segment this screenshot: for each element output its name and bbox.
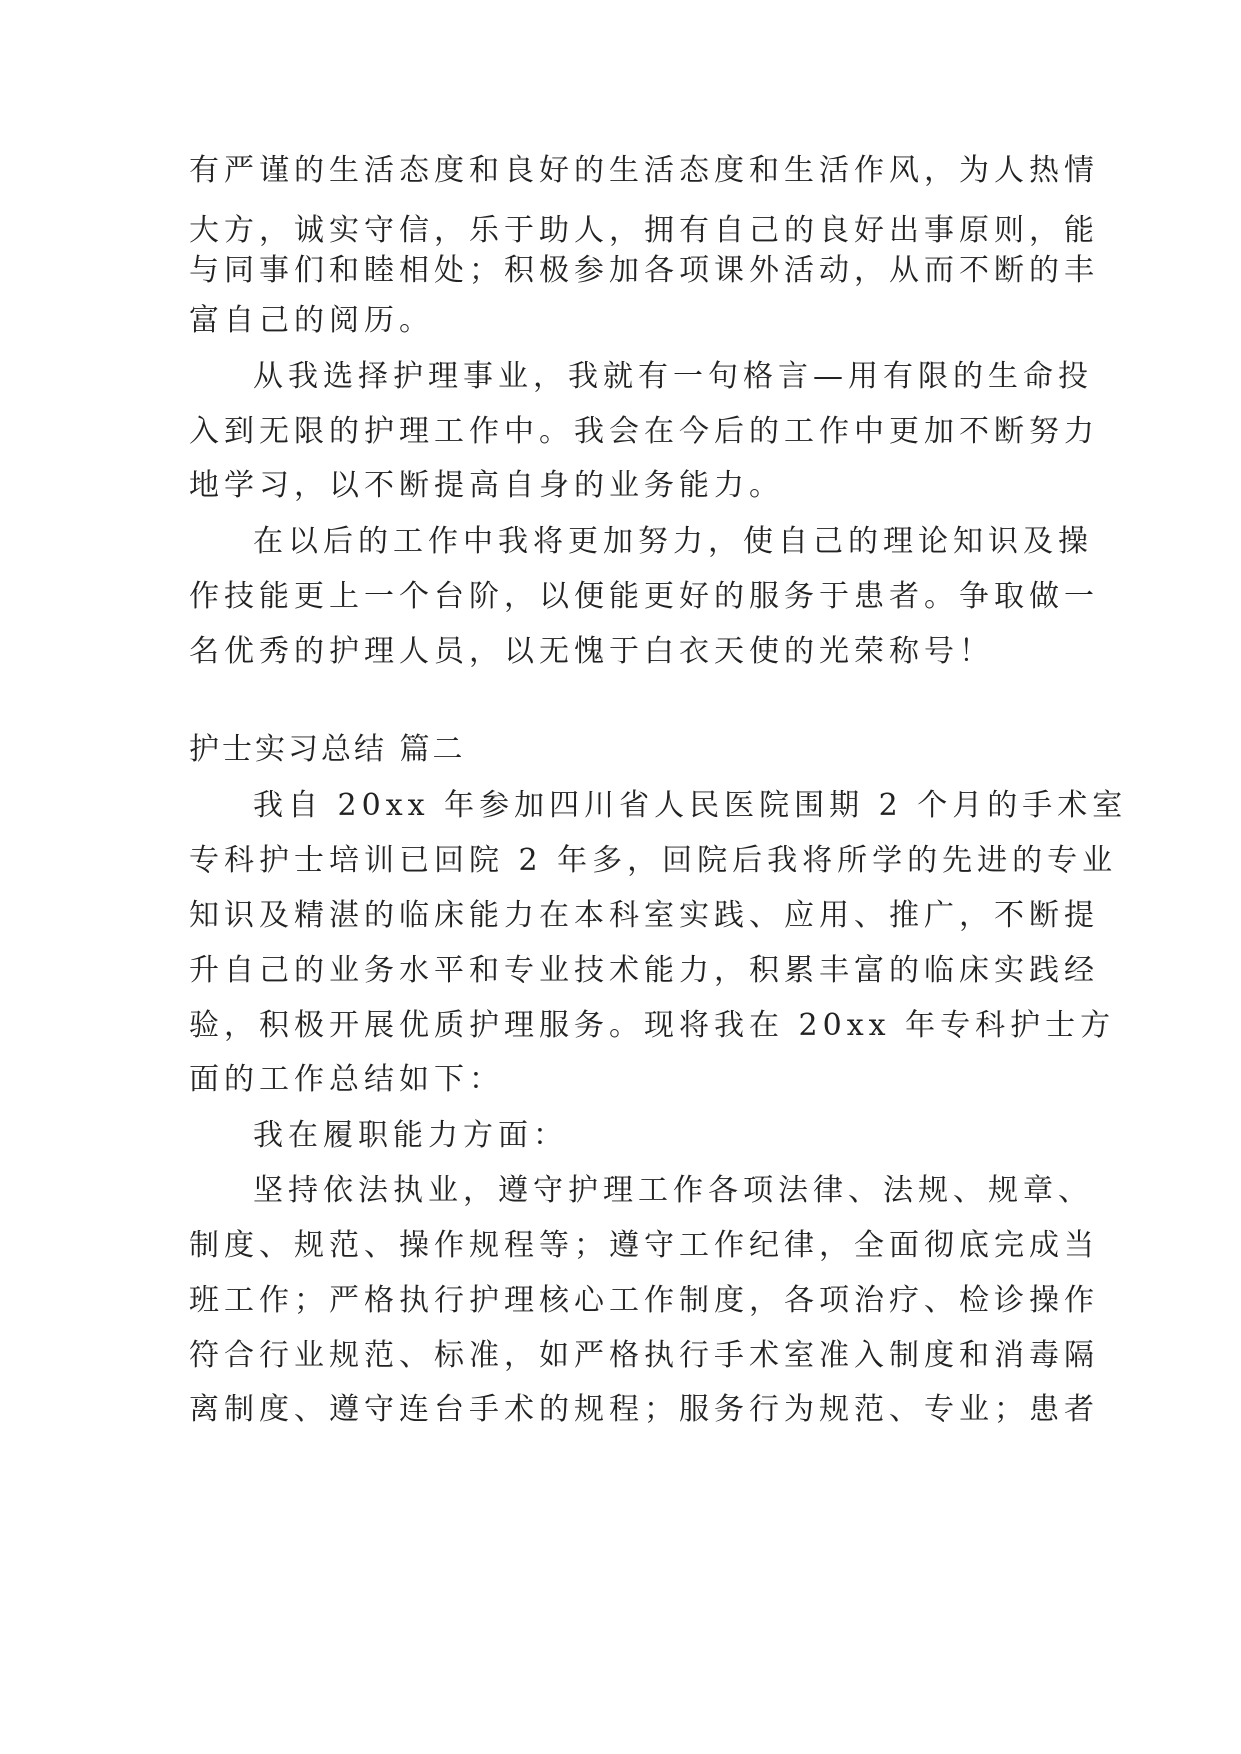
paragraph-4-line-6: 面的工作总结如下：: [189, 1062, 504, 1097]
paragraph-3-line-2: 作技能更上一个台阶，以便能更好的服务于患者。争取做一: [189, 579, 1099, 614]
paragraph-4-line-5: 验，积极开展优质护理服务。现将我在 20xx 年专科护士方: [189, 1008, 1116, 1043]
paragraph-4-line-3: 知识及精湛的临床能力在本科室实践、应用、推广，不断提: [189, 898, 1099, 933]
paragraph-3-line-3: 名优秀的护理人员，以无愧于白衣天使的光荣称号！: [189, 634, 994, 669]
paragraph-4-line-1: 我自 20xx 年参加四川省人民医院围期 2 个月的手术室: [253, 788, 1128, 823]
paragraph-4-line-2: 专科护士培训已回院 2 年多，回院后我将所学的先进的专业: [189, 843, 1118, 878]
paragraph-6-line-3: 班工作；严格执行护理核心工作制度，各项治疗、检诊操作: [189, 1283, 1099, 1318]
paragraph-4-line-4: 升自己的业务水平和专业技术能力，积累丰富的临床实践经: [189, 953, 1099, 988]
paragraph-5-line-1: 我在履职能力方面：: [253, 1118, 568, 1153]
paragraph-1-line-2: 大方，诚实守信，乐于助人，拥有自己的良好出事原则，能: [189, 213, 1099, 248]
paragraph-1-line-1: 有严谨的生活态度和良好的生活态度和生活作风，为人热情: [189, 153, 1099, 188]
paragraph-1-line-4: 富自己的阅历。: [189, 303, 434, 338]
paragraph-3-line-1: 在以后的工作中我将更加努力，使自己的理论知识及操: [253, 524, 1093, 559]
paragraph-2-line-2: 入到无限的护理工作中。我会在今后的工作中更加不断努力: [189, 414, 1099, 449]
paragraph-6-line-4: 符合行业规范、标准，如严格执行手术室准入制度和消毒隔: [189, 1338, 1099, 1373]
paragraph-1-line-3: 与同事们和睦相处；积极参加各项课外活动，从而不断的丰: [189, 253, 1099, 288]
paragraph-2-line-1: 从我选择护理事业，我就有一句格言—用有限的生命投: [253, 359, 1093, 394]
paragraph-6-line-5: 离制度、遵守连台手术的规程；服务行为规范、专业；患者: [189, 1392, 1099, 1427]
paragraph-6-line-2: 制度、规范、操作规程等；遵守工作纪律，全面彻底完成当: [189, 1228, 1099, 1263]
paragraph-6-line-1: 坚持依法执业，遵守护理工作各项法律、法规、规章、: [253, 1173, 1093, 1208]
section-heading: 护士实习总结 篇二: [189, 732, 466, 767]
paragraph-2-line-3: 地学习，以不断提高自身的业务能力。: [189, 468, 784, 503]
